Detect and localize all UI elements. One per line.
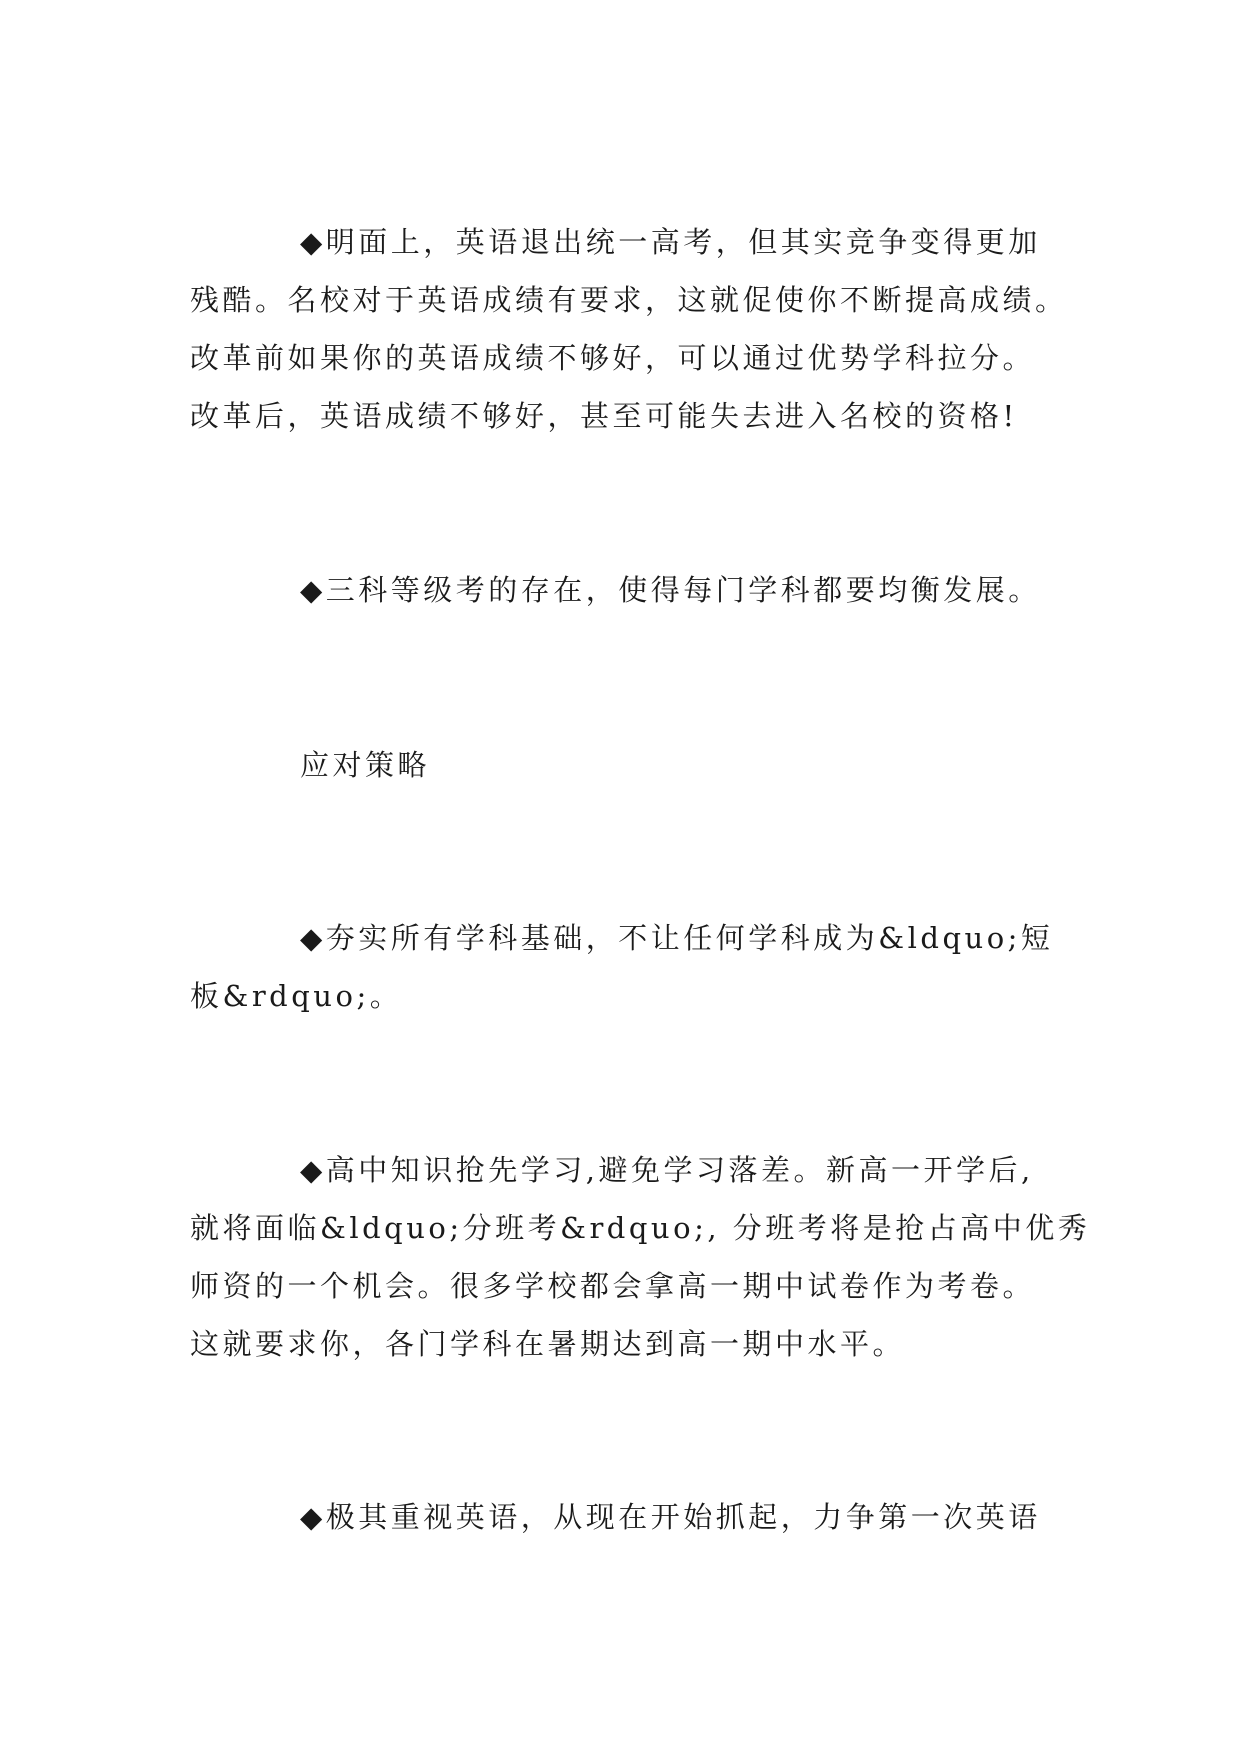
text-line: ◆高中知识抢先学习,避免学习落差。新高一开学后, <box>300 1153 1034 1187</box>
text-line: 师资的一个机会。很多学校都会拿高一期中试卷作为考卷。 <box>190 1269 1036 1303</box>
text-line: ◆极其重视英语，从现在开始抓起，力争第一次英语 <box>300 1500 1041 1534</box>
text-line: 板&rdquo;。 <box>190 979 403 1013</box>
text-line: ◆三科等级考的存在，使得每门学科都要均衡发展。 <box>300 573 1041 607</box>
text-line: ◆明面上，英语退出统一高考，但其实竞争变得更加 <box>300 225 1041 259</box>
text-line: 残酷。名校对于英语成绩有要求，这就促使你不断提高成绩。 <box>190 283 1068 317</box>
text-line: 就将面临&ldquo;分班考&rdquo;, 分班考将是抢占高中优秀 <box>190 1211 1091 1245</box>
text-line: 改革前如果你的英语成绩不够好，可以通过优势学科拉分。 <box>190 341 1036 375</box>
text-line: 这就要求你，各门学科在暑期达到高一期中水平。 <box>190 1327 906 1361</box>
heading-text: 应对策略 <box>300 748 431 782</box>
text-line: ◆夯实所有学科基础，不让任何学科成为&ldquo;短 <box>300 921 1054 955</box>
text-line: 改革后，英语成绩不够好，甚至可能失去进入名校的资格! <box>190 399 1018 433</box>
